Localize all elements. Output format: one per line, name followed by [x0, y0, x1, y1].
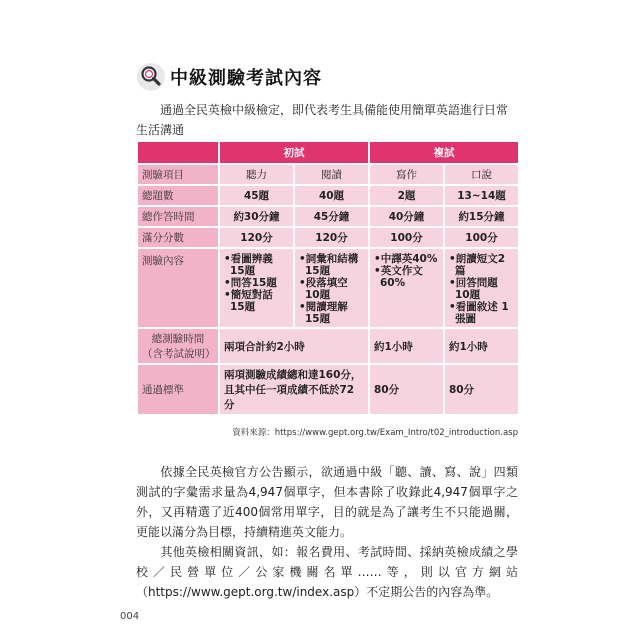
cell-reading: 120分: [294, 227, 369, 248]
magnifier-icon: [136, 62, 166, 92]
cell-writing: 2題: [369, 185, 444, 206]
table-row-count: [137, 185, 519, 206]
row-label: 測驗內容: [137, 248, 219, 328]
header-second-test: 複試: [369, 141, 519, 164]
section-heading: [136, 62, 322, 92]
cell-first-test: 兩項合計約2小時: [219, 328, 369, 364]
row-label-line-1: 總測驗時間: [151, 333, 205, 345]
cell-first-test: 兩項測驗成績總和達160分，且其中任一項成績不低於72分: [219, 364, 369, 415]
row-label: 測驗項目: [137, 164, 219, 185]
cell-writing: 約1小時: [369, 328, 444, 364]
cell-reading: 閱讀: [294, 164, 369, 185]
cell-speaking: 約15分鐘: [444, 206, 519, 227]
exam-content-table: [136, 140, 520, 416]
cell-reading: 45分鐘: [294, 206, 369, 227]
row-label: 總題數: [137, 185, 219, 206]
cell-speaking: 80分: [444, 364, 519, 415]
cell-writing: [369, 248, 444, 328]
cell-writing: 100分: [369, 227, 444, 248]
cell-listening: 聽力: [219, 164, 294, 185]
table-row-content: [137, 248, 519, 328]
body-paragraph: [136, 542, 518, 602]
cell-listening: 120分: [219, 227, 294, 248]
cell-writing: 80分: [369, 364, 444, 415]
table-header-row: [137, 141, 519, 164]
list-item: • 閱讀理解 15題: [299, 301, 364, 325]
table-row-pass: [137, 364, 519, 415]
header-corner: [137, 141, 219, 164]
cell-listening: 約30分鐘: [219, 206, 294, 227]
row-label: 總作答時間: [137, 206, 219, 227]
list-item: • 回答問題 10題: [449, 277, 514, 301]
page-number: 004: [120, 611, 140, 622]
paragraph-text: 其他英檢相關資訊，如：報名費用、考試時間、採納英檢成績之學校／民營單位／公家機關名單……等，則以官方網站（https://www.gept.org.tw/index.asp）不定期公告的內容為準。: [136, 545, 518, 599]
cell-reading: [294, 248, 369, 328]
list-item: • 看圖敘述 1張圖: [449, 301, 514, 325]
list-item: • 英文作文60%: [374, 265, 439, 289]
row-label: 滿分分數: [137, 227, 219, 248]
cell-listening: 45題: [219, 185, 294, 206]
table-row-subjects: [137, 164, 519, 185]
section-title: 中級測驗考試內容: [170, 68, 322, 89]
list-item: • 問答15題: [224, 277, 289, 289]
intro-line-1: 通過全民英檢中級檢定，即代表考生具備能使用簡單英語進行日常生活溝通: [136, 103, 509, 137]
body-paragraph: [136, 462, 518, 542]
cell-listening: [219, 248, 294, 328]
cell-writing: 寫作: [369, 164, 444, 185]
row-label-line-2: （含考試說明）: [142, 348, 216, 360]
list-item: • 段落填空 10題: [299, 277, 364, 301]
list-item: • 詞彙和結構 15題: [299, 253, 364, 277]
row-label: 通過標準: [137, 364, 219, 415]
header-first-test: 初試: [219, 141, 369, 164]
list-item: • 中譯英40%: [374, 253, 439, 265]
list-item: • 簡短對話 15題: [224, 289, 289, 313]
table-row-total-time: [137, 328, 519, 364]
cell-speaking: 100分: [444, 227, 519, 248]
cell-speaking: 約1小時: [444, 328, 519, 364]
source-citation: 資料來源：https://www.gept.org.tw/Exam_Intro/t02_introduction.asp: [232, 428, 518, 438]
cell-writing: 40分鐘: [369, 206, 444, 227]
row-label: [137, 328, 219, 364]
cell-speaking: 口說: [444, 164, 519, 185]
table-row-duration: [137, 206, 519, 227]
list-item: • 看圖辨義 15題: [224, 253, 289, 277]
list-item: • 朗讀短文2篇: [449, 253, 514, 277]
cell-speaking: [444, 248, 519, 328]
cell-speaking: 13~14題: [444, 185, 519, 206]
paragraph-text: 依據全民英檢官方公告顯示，欲通過中級「聽、讀、寫、說」四類測試的字彙需求量為4,947個單字，但本書除了收錄此4,947個單字之外，又再精選了近400個常用單字，目的就是為了讓考生不只能過關，更能以滿分為目標，持續精進英文能力。: [136, 465, 518, 539]
cell-reading: 40題: [294, 185, 369, 206]
table-row-score: [137, 227, 519, 248]
